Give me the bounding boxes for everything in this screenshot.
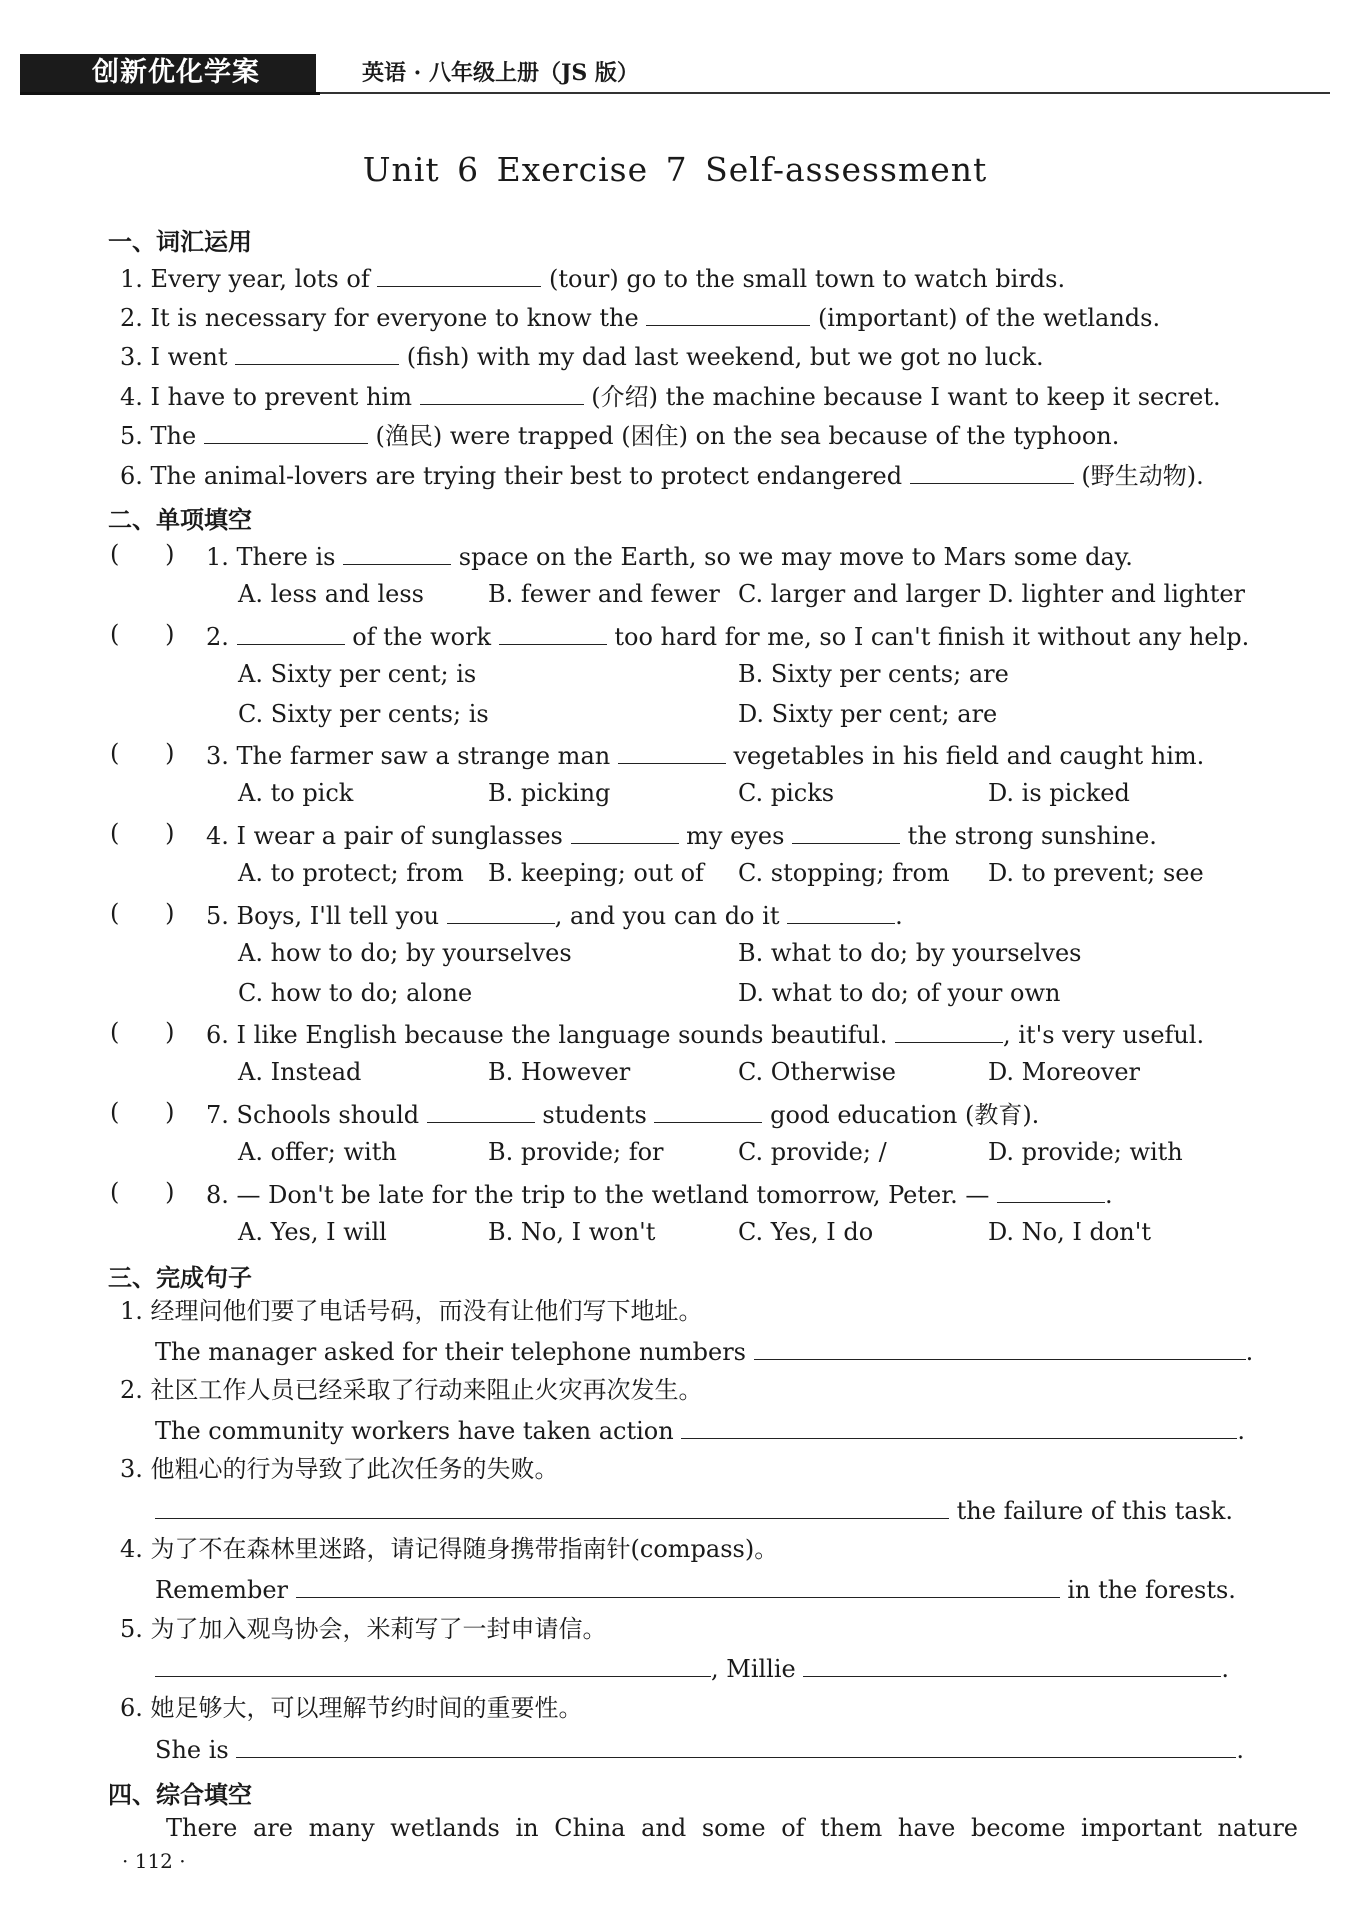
option-a[interactable]: A. to pick	[238, 779, 354, 807]
answer-blank[interactable]	[236, 1733, 1236, 1758]
vocab-item-5: 5. The (渔民) were trapped (困住) on the sea because of the typhoon.	[120, 419, 1119, 451]
page-number: · 112 ·	[122, 1849, 186, 1873]
option-a[interactable]: A. Sixty per cent; is	[238, 660, 477, 688]
answer-paren[interactable]: ( )	[110, 540, 175, 568]
option-b[interactable]: B. picking	[488, 779, 611, 807]
answer-paren[interactable]: ( )	[110, 739, 175, 767]
option-d[interactable]: D. what to do; of your own	[738, 979, 1061, 1007]
option-d[interactable]: D. Sixty per cent; are	[738, 700, 998, 728]
mc-question-1: 1. There is space on the Earth, so we may move to Mars some day.	[206, 540, 1133, 572]
option-b[interactable]: B. fewer and fewer	[488, 580, 720, 608]
option-d[interactable]: D. to prevent; see	[988, 859, 1204, 887]
translate-prompt-2: 2. 社区工作人员已经采取了行动来阻止火灾再次发生。	[120, 1376, 703, 1404]
answer-blank[interactable]	[803, 1652, 1221, 1677]
section-cloze-heading: 四、综合填空	[108, 1781, 252, 1809]
option-b[interactable]: B. provide; for	[488, 1138, 664, 1166]
answer-blank[interactable]	[792, 819, 900, 844]
answer-blank[interactable]	[343, 540, 451, 565]
answer-blank[interactable]	[427, 1098, 535, 1123]
answer-blank[interactable]	[237, 620, 345, 645]
answer-blank[interactable]	[910, 459, 1074, 484]
option-a[interactable]: A. Instead	[238, 1058, 362, 1086]
answer-blank[interactable]	[895, 1018, 1003, 1043]
answer-blank[interactable]	[646, 301, 810, 326]
answer-blank[interactable]	[296, 1573, 1060, 1598]
mc-question-6: 6. I like English because the language sounds beautiful. , it's very useful.	[206, 1018, 1204, 1050]
translate-answer-4: Remember in the forests.	[155, 1573, 1236, 1605]
translate-answer-1: The manager asked for their telephone numbers .	[155, 1335, 1253, 1367]
option-d[interactable]: D. is picked	[988, 779, 1130, 807]
option-a[interactable]: A. to protect; from	[238, 859, 464, 887]
mc-question-5: 5. Boys, I'll tell you , and you can do it .	[206, 899, 903, 931]
option-d[interactable]: D. No, I don't	[988, 1218, 1151, 1246]
answer-blank[interactable]	[235, 340, 399, 365]
option-d[interactable]: D. Moreover	[988, 1058, 1141, 1086]
translate-answer-2: The community workers have taken action .	[155, 1414, 1245, 1446]
option-c[interactable]: C. Sixty per cents; is	[238, 700, 489, 728]
answer-paren[interactable]: ( )	[110, 1018, 175, 1046]
answer-blank[interactable]	[377, 262, 541, 287]
translate-answer-3: the failure of this task.	[155, 1494, 1233, 1526]
option-a[interactable]: A. Yes, I will	[238, 1218, 387, 1246]
mc-question-8: 8. — Don't be late for the trip to the wetland tomorrow, Peter. — .	[206, 1178, 1113, 1210]
option-b[interactable]: B. No, I won't	[488, 1218, 656, 1246]
answer-paren[interactable]: ( )	[110, 819, 175, 847]
option-a[interactable]: A. less and less	[238, 580, 424, 608]
translate-prompt-3: 3. 他粗心的行为导致了此次任务的失败。	[120, 1455, 559, 1483]
option-a[interactable]: A. how to do; by yourselves	[238, 939, 572, 967]
answer-blank[interactable]	[681, 1414, 1237, 1439]
option-b[interactable]: B. keeping; out of	[488, 859, 704, 887]
answer-blank[interactable]	[204, 419, 368, 444]
section-vocab-heading: 一、词汇运用	[108, 228, 252, 256]
translate-prompt-1: 1. 经理问他们要了电话号码，而没有让他们写下地址。	[120, 1297, 703, 1325]
option-d[interactable]: D. provide; with	[988, 1138, 1183, 1166]
section-translate-heading: 三、完成句子	[108, 1264, 252, 1292]
option-c[interactable]: C. how to do; alone	[238, 979, 473, 1007]
mc-question-2: 2. of the work too hard for me, so I can't finish it without any help.	[206, 620, 1249, 652]
header-rule	[320, 92, 1330, 94]
answer-blank[interactable]	[997, 1178, 1105, 1203]
option-d[interactable]: D. lighter and lighter	[988, 580, 1246, 608]
option-c[interactable]: C. picks	[738, 779, 835, 807]
option-b[interactable]: B. However	[488, 1058, 631, 1086]
option-a[interactable]: A. offer; with	[238, 1138, 397, 1166]
section-mc-heading: 二、单项填空	[108, 506, 252, 534]
vocab-item-1: 1. Every year, lots of (tour) go to the small town to watch birds.	[120, 262, 1065, 294]
option-c[interactable]: C. provide; /	[738, 1138, 887, 1166]
option-b[interactable]: B. Sixty per cents; are	[738, 660, 1009, 688]
option-c[interactable]: C. Otherwise	[738, 1058, 896, 1086]
translate-prompt-6: 6. 她足够大，可以理解节约时间的重要性。	[120, 1694, 583, 1722]
mc-question-7: 7. Schools should students good education (教育).	[206, 1098, 1039, 1130]
answer-blank[interactable]	[787, 899, 895, 924]
answer-blank[interactable]	[447, 899, 555, 924]
brand-logo: 创新优化学案	[20, 54, 316, 92]
subject-label: 英语 · 八年级上册（JS 版）	[362, 60, 639, 86]
answer-blank[interactable]	[499, 620, 607, 645]
answer-blank[interactable]	[571, 819, 679, 844]
page-header	[20, 54, 1330, 92]
page-title: Unit 6 Exercise 7 Self-assessment	[362, 150, 988, 189]
answer-paren[interactable]: ( )	[110, 620, 175, 648]
mc-question-3: 3. The farmer saw a strange man vegetables in his field and caught him.	[206, 739, 1204, 771]
answer-blank[interactable]	[618, 739, 726, 764]
vocab-item-4: 4. I have to prevent him (介绍) the machine because I want to keep it secret.	[120, 380, 1221, 412]
vocab-item-3: 3. I went (fish) with my dad last weekend, but we got no luck.	[120, 340, 1044, 372]
option-b[interactable]: B. what to do; by yourselves	[738, 939, 1082, 967]
answer-paren[interactable]: ( )	[110, 1098, 175, 1126]
translate-answer-6: She is .	[155, 1733, 1244, 1765]
option-c[interactable]: C. Yes, I do	[738, 1218, 874, 1246]
answer-paren[interactable]: ( )	[110, 899, 175, 927]
answer-paren[interactable]: ( )	[110, 1178, 175, 1206]
option-c[interactable]: C. larger and larger	[738, 580, 981, 608]
answer-blank[interactable]	[155, 1652, 711, 1677]
mc-question-4: 4. I wear a pair of sunglasses my eyes the strong sunshine.	[206, 819, 1157, 851]
answer-blank[interactable]	[420, 380, 584, 405]
vocab-item-2: 2. It is necessary for everyone to know the (important) of the wetlands.	[120, 301, 1160, 333]
translate-prompt-4: 4. 为了不在森林里迷路，请记得随身携带指南针(compass)。	[120, 1535, 779, 1563]
option-c[interactable]: C. stopping; from	[738, 859, 950, 887]
answer-blank[interactable]	[654, 1098, 762, 1123]
cloze-passage: There are many wetlands in China and some of them have become important nature	[166, 1814, 1299, 1842]
header-rule-left	[20, 92, 320, 95]
answer-blank[interactable]	[155, 1494, 949, 1519]
translate-answer-5: , Millie .	[155, 1652, 1229, 1684]
vocab-item-6: 6. The animal-lovers are trying their best to protect endangered (野生动物).	[120, 459, 1204, 491]
answer-blank[interactable]	[754, 1335, 1246, 1360]
translate-prompt-5: 5. 为了加入观鸟协会，米莉写了一封申请信。	[120, 1615, 607, 1643]
